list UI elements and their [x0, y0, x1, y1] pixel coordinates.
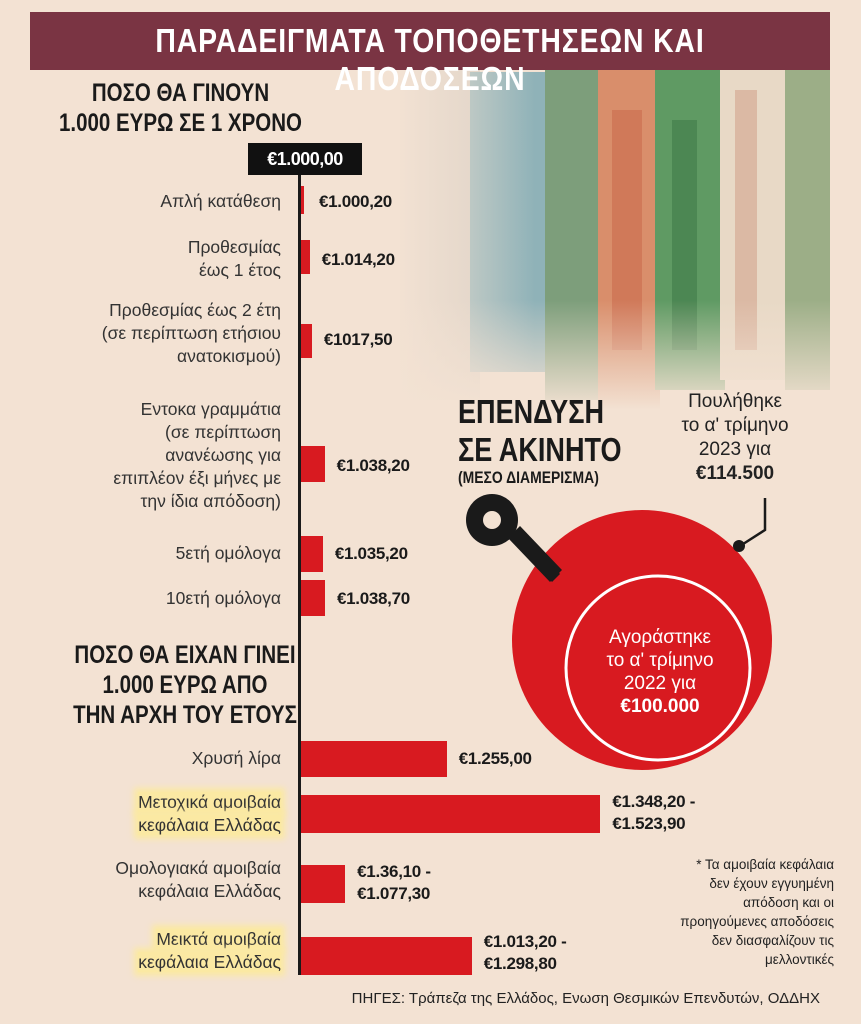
- bar-value-treasury-bills: €1.038,20: [336, 456, 410, 475]
- bar-value-term-1y: €1.014,20: [321, 250, 395, 269]
- sources: ΠΗΓΕΣ: Τράπεζα της Ελλάδος, Ενωση Θεσμικών Επενδυτών, ΟΔΔΗΧ: [351, 990, 820, 1007]
- bought-price-label: Αγοράστηκε το α' τρίμηνο 2022 για €100.000: [606, 627, 714, 717]
- bar-label-term-1y: Προθεσμίας έως 1 έτος: [187, 237, 281, 280]
- page-title: ΠΑΡΑΔΕΙΓΜΑΤΑ ΤΟΠΟΘΕΤΗΣΕΩΝ ΚΑΙ ΑΠΟΔΟΣΕΩΝ: [155, 22, 705, 97]
- bar-label-treasury-bills: Εντοκα γραμμάτια (σε περίπτωση ανανέωσης για επιπλέον έξι μήνες με την ίδια απόδοση): [113, 399, 281, 511]
- heading-line: ΠΟΣΟ ΘΑ ΓΙΝΟΥΝ: [91, 79, 270, 107]
- bar-label-term-2y: Προθεσμίας έως 2 έτη (σε περίπτωση ετήσιου ανατοκισμού): [101, 300, 281, 366]
- bar-value-term-2y: €1017,50: [323, 330, 393, 349]
- heading-line: ΠΟΣΟ ΘΑ ΕΙΧΑΝ ΓΙΝΕΙ: [74, 641, 296, 669]
- bar-value-mixed-funds: €1.013,20 - €1.298,80: [483, 932, 567, 973]
- callout-dot: [733, 540, 745, 552]
- real-estate-title: ΕΠΕΝΔΥΣΗ ΣΕ ΑΚΙΝΗΤΟ: [458, 393, 622, 468]
- heading-line: 1.000 ΕΥΡΩ ΣΕ 1 ΧΡΟΝΟ: [59, 109, 302, 137]
- bar-value-equity-funds: €1.348,20 - €1.523,90: [612, 792, 696, 833]
- bar-value-10y-bonds: €1.038,70: [336, 589, 410, 608]
- sold-price-label: Πουλήθηκε το α' τρίμηνο 2023 για €114.500: [681, 391, 789, 484]
- callout-line: [740, 498, 765, 546]
- base-amount-label: €1.000,00: [248, 143, 362, 175]
- bar-label-bond-funds: Ομολογιακά αμοιβαία κεφάλαια Ελλάδας: [115, 858, 281, 901]
- bar-label-5y-bonds: 5ετή ομόλογα: [175, 543, 281, 563]
- real-estate-subtitle: (ΜΕΣΟ ΔΙΑΜΕΡΙΣΜΑ): [458, 468, 599, 487]
- bar-value-gold-sovereign: €1.255,00: [458, 749, 532, 768]
- disclaimer-note: * Τα αμοιβαία κεφάλαια δεν έχουν εγγυημένη απόδοση και οι προηγούμενες αποδόσεις δεν διασφαλίζουν τις μελλοντικές: [680, 857, 834, 967]
- key-icon: [466, 494, 562, 582]
- bar-label-gold-sovereign: Χρυσή λίρα: [191, 748, 281, 768]
- bar-label-simple-deposit: Απλή κατάθεση: [160, 191, 281, 211]
- bar-value-simple-deposit: €1.000,20: [319, 192, 392, 211]
- heading-line: ΤΗΝ ΑΡΧΗ ΤΟΥ ΕΤΟΥΣ: [73, 701, 297, 729]
- bar-label-equity-funds: Μετοχικά αμοιβαία κεφάλαια Ελλάδας: [138, 792, 281, 835]
- bar-label-10y-bonds: 10ετή ομόλογα: [165, 588, 281, 608]
- bar-value-bond-funds: €1.36,10 - €1.077,30: [357, 862, 431, 903]
- heading-line: 1.000 ΕΥΡΩ ΑΠΟ: [102, 671, 268, 699]
- bar-value-5y-bonds: €1.035,20: [334, 544, 408, 563]
- bar-label-mixed-funds: Μεικτά αμοιβαία κεφάλαια Ελλάδας: [138, 929, 281, 972]
